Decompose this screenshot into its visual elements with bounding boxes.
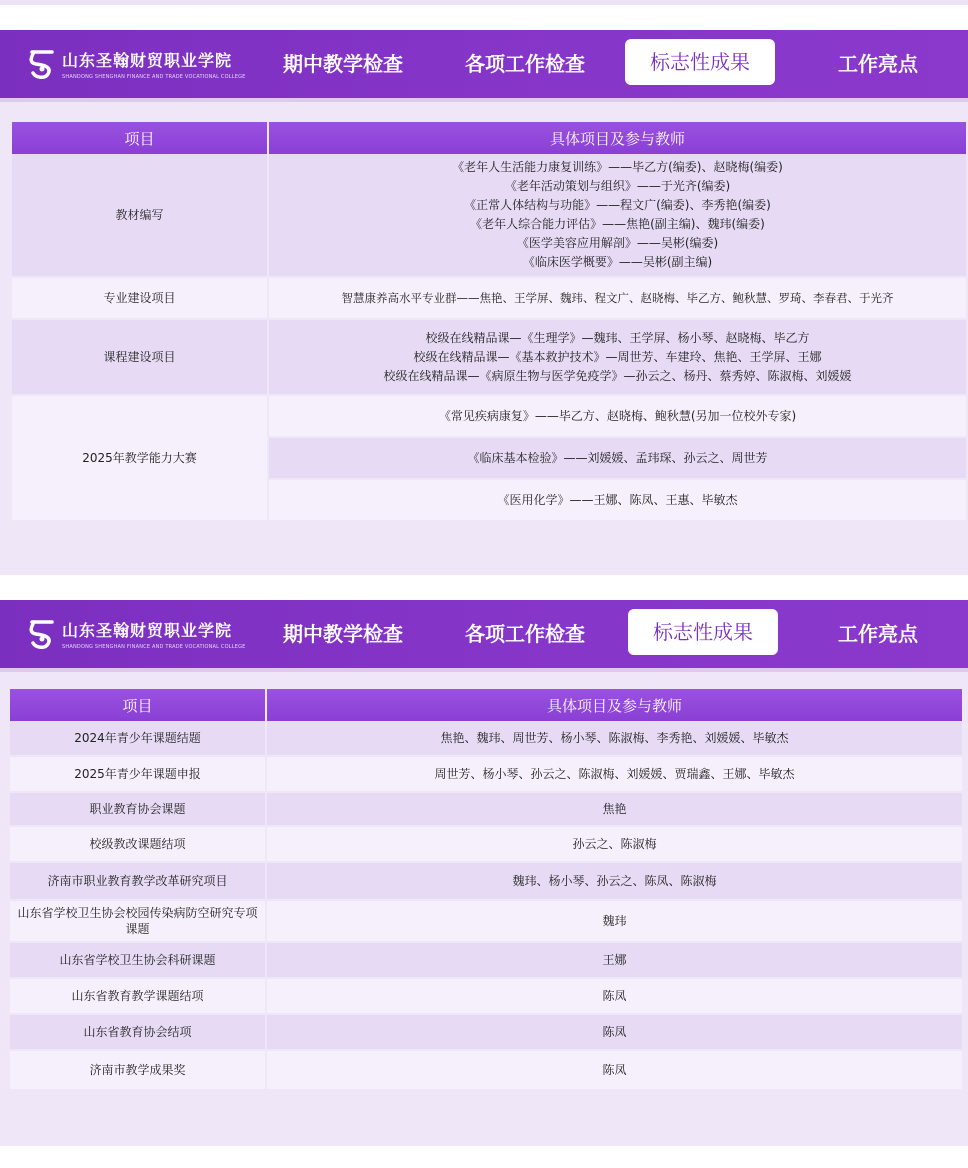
table-row [12, 320, 966, 396]
header-details: 具体项目及参与教师 [267, 689, 962, 721]
teachers-cell: 陈凤 [267, 979, 962, 1015]
table-row [10, 979, 962, 1015]
header-details: 具体项目及参与教师 [269, 122, 966, 154]
teachers-cell: 陈凤 [267, 1015, 962, 1051]
project-cell: 2025年青少年课题申报 [10, 757, 267, 793]
nav-divider [0, 668, 968, 672]
project-cell: 2025年教学能力大赛 [12, 396, 269, 522]
nav-bar [0, 30, 968, 98]
achievements-panel-1 [0, 30, 968, 575]
detail-line: 校级在线精品课—《生理学》—魏玮、王学屏、杨小琴、赵晓梅、毕乙方 [425, 330, 810, 345]
tab-work-highlights[interactable]: 工作亮点 [838, 52, 918, 76]
nav-bar [0, 600, 968, 668]
details-cell: 智慧康养高水平专业群——焦艳、王学屏、魏玮、程文广、赵晓梅、毕乙方、鲍秋慧、罗琦、李春君、于光齐 [269, 278, 966, 320]
tab-midterm-check[interactable]: 期中教学检查 [283, 52, 403, 76]
tab-midterm-check[interactable]: 期中教学检查 [283, 622, 403, 646]
nav-divider [0, 98, 968, 102]
project-cell: 校级教改课题结项 [10, 827, 267, 863]
detail-line: 《医学美容应用解剖》——吴彬(编委) [516, 236, 719, 250]
details-cell [269, 154, 966, 278]
header-project: 项目 [12, 122, 269, 154]
logo-chinese-name: 山东圣翰财贸职业学院 [62, 621, 233, 640]
teachers-cell: 孙云之、陈淑梅 [267, 827, 962, 863]
tab-work-inspection[interactable]: 各项工作检查 [465, 52, 585, 76]
achievements-panel-2 [0, 600, 968, 1146]
project-cell: 山东省教育教学课题结项 [10, 979, 267, 1015]
teachers-cell: 王娜 [267, 943, 962, 979]
detail-line: 《正常人体结构与功能》——程文广(编委)、李秀艳(编委) [464, 198, 771, 212]
table-row [10, 863, 962, 901]
project-cell: 教材编写 [12, 154, 269, 278]
project-cell: 2024年青少年课题结题 [10, 721, 267, 757]
project-cell: 专业建设项目 [12, 278, 269, 320]
table-header-row [10, 689, 962, 721]
logo-emblem-icon [28, 49, 56, 79]
top-strip [0, 0, 968, 5]
teachers-cell: 魏玮 [267, 901, 962, 943]
teachers-cell: 焦艳、魏玮、周世芳、杨小琴、陈淑梅、李秀艳、刘媛媛、毕敏杰 [267, 721, 962, 757]
logo-english-name: SHANDONG SHENGHAN FINANCE AND TRADE VOCATIONAL COLLEGE [62, 644, 246, 650]
college-logo [28, 612, 246, 656]
project-cell: 济南市职业教育教学改革研究项目 [10, 863, 267, 901]
project-cell: 职业教育协会课题 [10, 793, 267, 827]
details-cell [269, 320, 966, 396]
table-header-row [12, 122, 966, 154]
details-cell: 《医用化学》——王娜、陈凤、王惠、毕敏杰 [269, 480, 966, 522]
project-cell: 山东省教育协会结项 [10, 1015, 267, 1051]
logo-chinese-name: 山东圣翰财贸职业学院 [62, 51, 233, 70]
table-row [12, 396, 966, 438]
table-row [10, 757, 962, 793]
achievements-table-1 [12, 122, 966, 522]
achievements-table-2 [10, 689, 962, 1091]
detail-line: 《临床医学概要》——吴彬(副主编) [522, 255, 713, 269]
college-logo [28, 42, 246, 86]
teachers-cell: 魏玮、杨小琴、孙云之、陈凤、陈淑梅 [267, 863, 962, 901]
detail-line: 《老年人综合能力评估》——焦艳(副主编)、魏玮(编委) [470, 217, 765, 231]
header-project: 项目 [10, 689, 267, 721]
project-cell: 济南市教学成果奖 [10, 1051, 267, 1091]
details-cell: 《常见疾病康复》——毕乙方、赵晓梅、鲍秋慧(另加一位校外专家) [269, 396, 966, 438]
table-row [10, 793, 962, 827]
teachers-cell: 周世芳、杨小琴、孙云之、陈淑梅、刘媛媛、贾瑞鑫、王娜、毕敏杰 [267, 757, 962, 793]
table-row [10, 1051, 962, 1091]
logo-english-name: SHANDONG SHENGHAN FINANCE AND TRADE VOCATIONAL COLLEGE [62, 74, 246, 80]
table-row [10, 721, 962, 757]
table-row [10, 901, 962, 943]
table-row [10, 1015, 962, 1051]
table-row [12, 154, 966, 278]
details-cell: 《临床基本检验》——刘媛媛、孟玮琛、孙云之、周世芳 [269, 438, 966, 480]
detail-line: 《老年人生活能力康复训练》——毕乙方(编委)、赵晓梅(编委) [452, 160, 783, 174]
teachers-cell: 焦艳 [267, 793, 962, 827]
project-cell: 山东省学校卫生协会科研课题 [10, 943, 267, 979]
tab-landmark-achievements[interactable]: 标志性成果 [625, 39, 775, 85]
tab-landmark-achievements[interactable]: 标志性成果 [628, 609, 778, 655]
detail-line: 《老年活动策划与组织》——于光齐(编委) [504, 179, 731, 193]
tab-work-highlights[interactable]: 工作亮点 [838, 622, 918, 646]
table-row [10, 943, 962, 979]
detail-line: 校级在线精品课—《病原生物与医学免疫学》—孙云之、杨丹、蔡秀婷、陈淑梅、刘媛媛 [383, 368, 852, 383]
table-row [10, 827, 962, 863]
logo-emblem-icon [28, 619, 56, 649]
tab-work-inspection[interactable]: 各项工作检查 [465, 622, 585, 646]
project-cell: 山东省学校卫生协会校园传染病防空研究专项课题 [10, 901, 267, 943]
project-cell: 课程建设项目 [12, 320, 269, 396]
table-row [12, 278, 966, 320]
detail-line: 校级在线精品课—《基本救护技术》—周世芳、车建玲、焦艳、王学屏、王娜 [413, 349, 822, 364]
teachers-cell: 陈凤 [267, 1051, 962, 1091]
